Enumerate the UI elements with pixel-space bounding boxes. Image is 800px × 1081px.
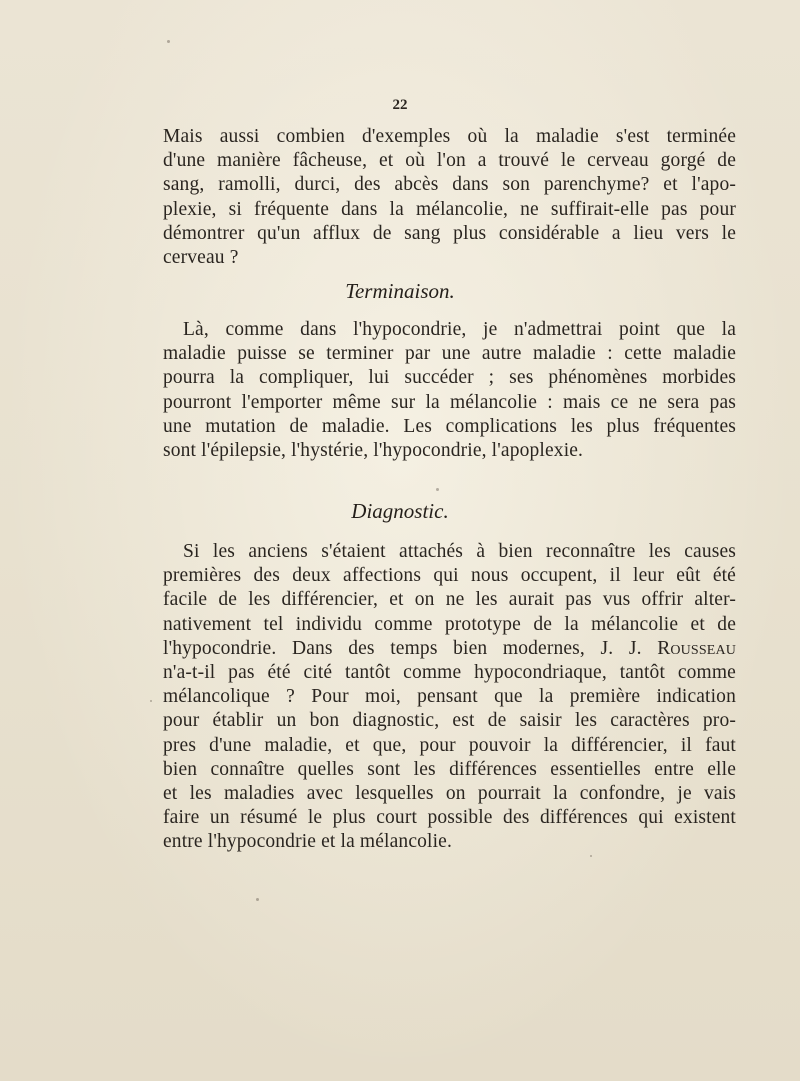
text-line-prefix: l'hypocondrie. Dans des temps bien modernes, J. J. [163, 637, 658, 659]
text-line: maladie puisse se terminer par une autre maladie : cette maladie [163, 343, 736, 365]
text-line: faire un résumé le plus court possible des différences qui existent [163, 807, 736, 829]
paragraph-diagnostic [163, 540, 736, 855]
text-line: plexie, si fréquente dans la mélancolie, ne suffirait-elle pas pour [163, 198, 736, 220]
paper-speck [167, 40, 170, 43]
text-line: démontrer qu'un afflux de sang plus considérable a lieu vers le [163, 222, 736, 244]
text-line: Là, comme dans l'hypocondrie, je n'admettrai point que la [183, 319, 736, 340]
paper-speck [590, 855, 592, 857]
text-line: pres d'une maladie, et que, pour pouvoir la différencier, il faut [163, 734, 736, 756]
paper-speck [436, 488, 439, 491]
text-line: pour établir un bon diagnostic, est de saisir les caractères pro- [163, 710, 736, 732]
paper-speck [256, 898, 259, 901]
text-line: cerveau ? [163, 247, 239, 269]
text-line: Si les anciens s'étaient attachés à bien reconnaître les causes [183, 541, 736, 562]
text-line: d'une manière fâcheuse, et où l'on a trouvé le cerveau gorgé de [163, 150, 736, 172]
author-name: Rousseau [657, 637, 736, 659]
text-line: mélancolique ? Pour moi, pensant que la première indication [163, 686, 736, 708]
paper-speck [150, 700, 152, 702]
text-line: premières des deux affections qui nous occupent, il leur eût été [163, 565, 736, 587]
text-line: une mutation de maladie. Les complications les plus fréquentes [163, 415, 736, 437]
paragraph-continuation [163, 125, 736, 270]
text-line: n'a-t-il pas été cité tantôt comme hypocondriaque, tantôt comme [163, 662, 736, 684]
paragraph-terminaison [163, 318, 736, 463]
text-line: sont l'épilepsie, l'hystérie, l'hypocondrie, l'apoplexie. [163, 440, 584, 462]
text-line: Mais aussi combien d'exemples où la maladie s'est terminée [163, 126, 736, 147]
page-number: 22 [392, 97, 408, 113]
text-line: facile de les différencier, et on ne les aurait pas vus offrir alter- [163, 589, 736, 611]
text-line: bien connaître quelles sont les différences essentielles entre elle [163, 758, 736, 780]
text-line-with-name [163, 637, 736, 661]
text-line: nativement tel individu comme prototype de la mélancolie et de [163, 613, 736, 635]
text-line: pourra la compliquer, lui succéder ; ses phénomènes morbides [163, 367, 736, 389]
text-line: sang, ramolli, durci, des abcès dans son parenchyme? et l'apo- [163, 174, 736, 196]
section-heading-terminaison: Terminaison. [345, 279, 455, 303]
text-line: et les maladies avec lesquelles on pourrait la confondre, je vais [163, 783, 736, 805]
text-line: pourront l'emporter même sur la mélancolie : mais ce ne sera pas [163, 391, 736, 413]
section-heading-diagnostic: Diagnostic. [351, 499, 449, 523]
text-line: entre l'hypocondrie et la mélancolie. [163, 831, 452, 853]
